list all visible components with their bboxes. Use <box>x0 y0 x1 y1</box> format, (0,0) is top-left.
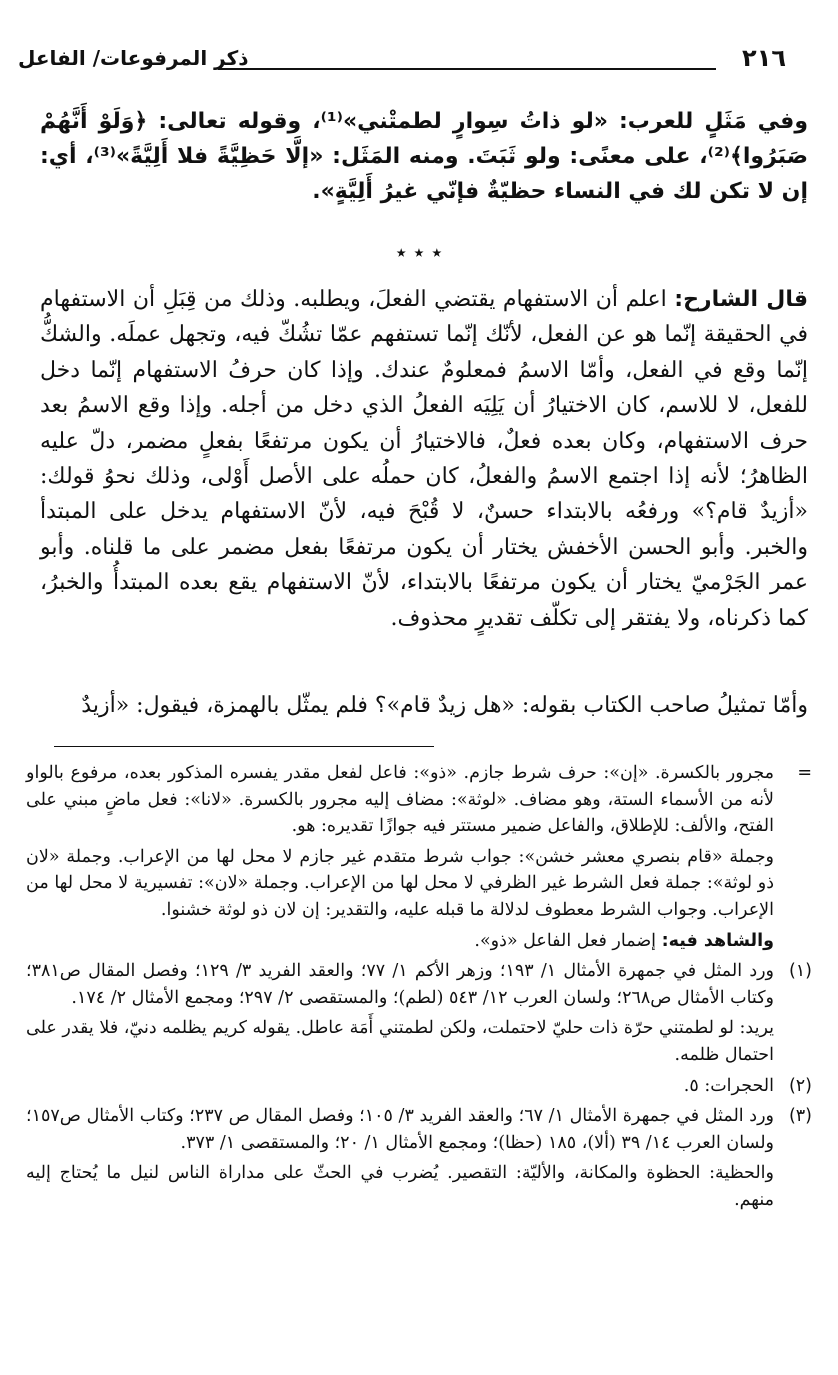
commentary-text: اعلم أن الاستفهام يقتضي الفعلَ، ويطلبه. وذلك من قِبَلِ أن الاستفهام في الحقيقة إنّما هو عن الفعل، لأنّك إنّما تستفهم عمّا تشُكّ فيه، وتجهل عملَه. والشكُّ إنّما وقع في الفعل، وأمّا الاسمُ فمعلومٌ عندك. وإذا كان حرفُ الاستفهام إنّما دخل للفعل، لا للاسم، كان الاختيارُ أن يَلِيَه الفعلُ الذي دخل من أجله. وإذا وقع الاسمُ بعد حرف الاستفهام، وكان بعده فعلٌ، فالاختيارُ أن يكون مرتفعًا بفعلٍ مضمر، دلّ عليه الظاهرُ؛ لأنه إذا اجتمع الاسمُ والفعلُ، كان حملُه على الأصل أَوْلى، وذلك نحوُ قولك: «أزيدٌ قام؟» ورفعُه بالابتداء حسنٌ، لا قُبْحَ فيه، لأنّ الاستفهام يدخل على المبتدأ والخبر. وأبو الحسن الأخفش يختار أن يكون مرتفعًا بفعل مضمر على ما قلناه. وأبو عمر الجَرْميّ يختار أن يكون مرتفعًا بالابتداء، لأنّ الاستفهام يقع بعده المبتدأُ والخبرُ، كما ذكرناه، ولا يفتقر إلى تكلّف تقديرٍ محذوف. <box>40 287 808 631</box>
footnote-3-gloss: والحظية: الحظوة والمكانة، والأليّة: التقصير. يُضرب في الحثّ على مداراة الناس لنيل ما يُحتاج إليه منهم. <box>26 1163 774 1210</box>
footnote-continuation <box>26 760 812 840</box>
footnotes <box>26 760 812 1218</box>
footnote-text: الحجرات: ٥. <box>683 1075 774 1096</box>
footnote-sentences: وجملة «قام بنصري معشر خشن»: جواب شرط متقدم غير جازم لا محل لها من الإعراب. وجملة «لان ذو لوثة»: جملة فعل الشرط غير الظرفي لا محل لها من الإعراب. وجملة «لان»: تفسيرية لا محل لها من الإعراب. وجواب الشرط معطوف لدلالة ما قبله عليه، والتقدير: إن لان ذو لوثة خشنوا. <box>26 846 774 920</box>
footnote-1-gloss: يريد: لو لطمتني حرّة ذات حليّ لاحتملت، ولكن لطمتني أَمَة عاطل. يقوله كريم يظلمه دنيّ، فلا يقدر على احتمال ظلمه. <box>26 1018 774 1065</box>
footnote-text: مجرور بالكسرة. «إن»: حرف شرط جازم. «ذو»: فاعل لفعل مقدر يفسره المذكور بعده، مرفوع بالواو لأنه من الأسماء الستة، وهو مضاف. «لوثة»: مضاف إليه مجرور بالكسرة. «لانا»: فعل ماضٍ مبني على الفتح، والألف: للإطلاق، والفاعل ضمير مستتر فيه جوازًا تقديره: هو. <box>26 763 774 837</box>
section-separator: ٭ ٭ ٭ <box>395 240 443 264</box>
footnote-number: (٣) <box>788 1106 812 1127</box>
commentator-label: قال الشارح: <box>674 287 808 312</box>
second-paragraph: وأمّا تمثيلُ صاحب الكتاب بقوله: «هل زيدٌ قام»؟ فلم يمثّل بالهمزة، فيقول: «أزيدٌ <box>81 693 808 718</box>
header-rule <box>218 68 716 70</box>
witness-label: والشاهد فيه: <box>661 930 774 951</box>
footnote-text: ورد المثل في جمهرة الأمثال ١/ ١٩٣؛ وزهر الأكم ١/ ٧٧؛ والعقد الفريد ٣/ ١٢٩؛ وفصل المقال ص٣٨١؛ وكتاب الأمثال ص٢٦٨؛ ولسان العرب ١٢/ ٥٤٣ (لطم)؛ والمستقصى ٢/ ٢٩٧؛ ومجمع الأمثال ٢/ ١٧٤. <box>26 961 775 1008</box>
footnote-witness <box>26 928 812 955</box>
footnote-1 <box>26 958 812 1011</box>
footnote-3 <box>26 1103 812 1156</box>
commentary-paragraph <box>40 282 808 636</box>
continuation-mark: = <box>797 763 812 783</box>
footnote-divider <box>54 746 434 747</box>
footnote-number: (٢) <box>788 1075 812 1096</box>
running-title: ذكر المرفوعات/ الفاعل <box>18 46 249 70</box>
footnote-number: (١) <box>788 961 812 982</box>
page-header <box>18 38 786 78</box>
intro-paragraph: وفي مَثَلٍ للعرب: «لو ذاتُ سِوارٍ لطمتْني»⁽¹⁾، وقوله تعالى: ﴿وَلَوْ أَنَّهُمْ صَبَرُوا﴾⁽²⁾، على معنًى: ولو ثَبَتَ. ومنه المَثَل: «إلَّا حَظِيَّةً فلا أَلِيَّةً»⁽³⁾، أي: إن لا تكن لك في النساء حظيّةٌ فإنّي غيرُ أَلِيَّةٍ». <box>40 109 809 204</box>
footnote-2 <box>26 1073 812 1100</box>
footnote-text: ورد المثل في جمهرة الأمثال ١/ ٦٧؛ والعقد الفريد ٣/ ١٠٥؛ وفصل المقال ص ٢٣٧؛ وكتاب الأمثال ص١٥٧؛ ولسان العرب ١٤/ ٣٩ (ألا)، ١٨٥ (حظا)؛ ومجمع الأمثال ١/ ٢٠؛ والمستقصى ١/ ٣٧٣. <box>26 1106 774 1153</box>
page-number: ٢١٦ <box>742 44 786 72</box>
witness-text: إضمار فعل الفاعل «ذو». <box>474 930 657 951</box>
